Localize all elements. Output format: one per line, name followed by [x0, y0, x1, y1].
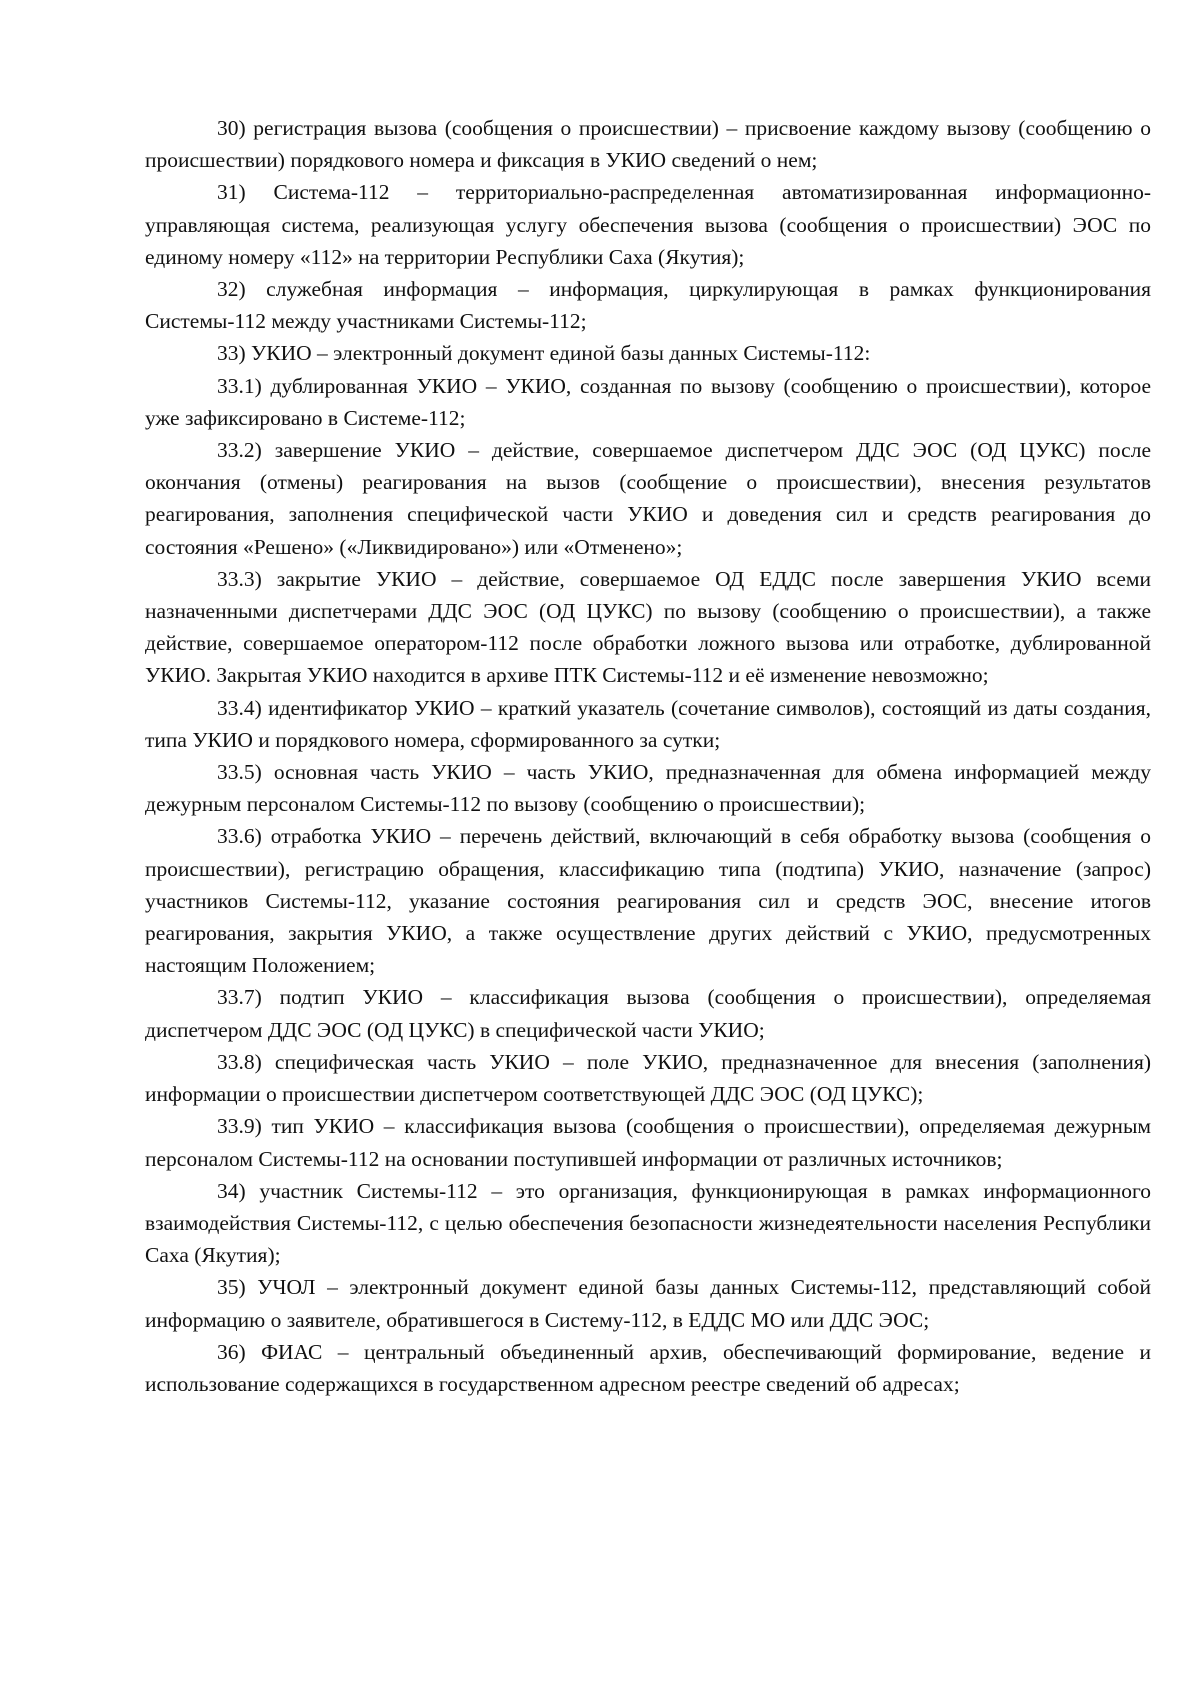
paragraph-32: 32) служебная информация – информация, циркулирующая в рамках функционирования Системы-112 между участниками Системы-112;	[145, 277, 1151, 334]
paragraph-33-4: 33.4) идентификатор УКИО – краткий указатель (сочетание символов), состоящий из даты создания, типа УКИО и порядкового номера, сформированного за сутки;	[145, 695, 1151, 752]
paragraph-33-9: 33.9) тип УКИО – классификация вызова (сообщения о происшествии), определяемая дежурным персоналом Системы-112 на основании поступившей информации от различных источников;	[145, 1114, 1151, 1171]
paragraph-33-6: 33.6) отработка УКИО – перечень действий, включающий в себя обработку вызова (сообщения о происшествии), регистрацию обращения, классификацию типа (подтипа) УКИО, назначение (запрос) участников Системы-112, указание состояния реагирования сил и средств ЭОС, внесение итогов реагирования, закрытия УКИО, а также осуществление других действий с УКИО, предусмотренных настоящим Положением;	[145, 824, 1151, 978]
paragraph-35: 35) УЧОЛ – электронный документ единой базы данных Системы-112, представляющий собой информацию о заявителе, обратившегося в Систему-112, в ЕДДС МО или ДДС ЭОС;	[145, 1275, 1151, 1332]
paragraph-33-2: 33.2) завершение УКИО – действие, совершаемое диспетчером ДДС ЭОС (ОД ЦУКС) после окончания (отмены) реагирования на вызов (сообщение о происшествии), внесения результатов реагирования, заполнения специфической части УКИО и доведения сил и средств реагирования до состояния «Решено» («Ликвидировано») или «Отменено»;	[145, 438, 1151, 559]
paragraph-31: 31) Система-112 – территориально-распределенная автоматизированная информационно-управляющая система, реализующая услугу обеспечения вызова (сообщения о происшествии) ЭОС по единому номеру «112» на территории Республики Саха (Якутия);	[145, 180, 1151, 269]
document-page	[145, 112, 1151, 1400]
paragraph-33-7: 33.7) подтип УКИО – классификация вызова (сообщения о происшествии), определяемая диспетчером ДДС ЭОС (ОД ЦУКС) в специфической части УКИО;	[145, 985, 1151, 1042]
paragraph-30: 30) регистрация вызова (сообщения о происшествии) – присвоение каждому вызову (сообщению о происшествии) порядкового номера и фиксация в УКИО сведений о нем;	[145, 116, 1151, 173]
paragraph-36: 36) ФИАС – центральный объединенный архив, обеспечивающий формирование, ведение и использование содержащихся в государственном адресном реестре сведений об адресах;	[145, 1339, 1151, 1396]
paragraph-34: 34) участник Системы-112 – это организация, функционирующая в рамках информационного взаимодействия Системы-112, с целью обеспечения безопасности жизнедеятельности населения Республики Саха (Якутия);	[145, 1178, 1151, 1268]
paragraph-33-8: 33.8) специфическая часть УКИО – поле УКИО, предназначенное для внесения (заполнения) информации о происшествии диспетчером соответствующей ДДС ЭОС (ОД ЦУКС);	[145, 1049, 1151, 1107]
paragraph-33: 33) УКИО – электронный документ единой базы данных Системы-112:	[217, 341, 871, 366]
paragraph-33-1: 33.1) дублированная УКИО – УКИО, созданная по вызову (сообщению о происшествии), которое уже зафиксировано в Системе-112;	[145, 373, 1151, 430]
paragraph-33-5: 33.5) основная часть УКИО – часть УКИО, предназначенная для обмена информацией между дежурным персоналом Системы-112 по вызову (сообщению о происшествии);	[145, 760, 1151, 817]
paragraph-33-3: 33.3) закрытие УКИО – действие, совершаемое ОД ЕДДС после завершения УКИО всеми назначенными диспетчерами ДДС ЭОС (ОД ЦУКС) по вызову (сообщению о происшествии), а также действие, совершаемое оператором-112 после обработки ложного вызова или отработке, дублированной УКИО. Закрытая УКИО находится в архиве ПТК Системы-112 и её изменение невозможно;	[145, 566, 1151, 688]
